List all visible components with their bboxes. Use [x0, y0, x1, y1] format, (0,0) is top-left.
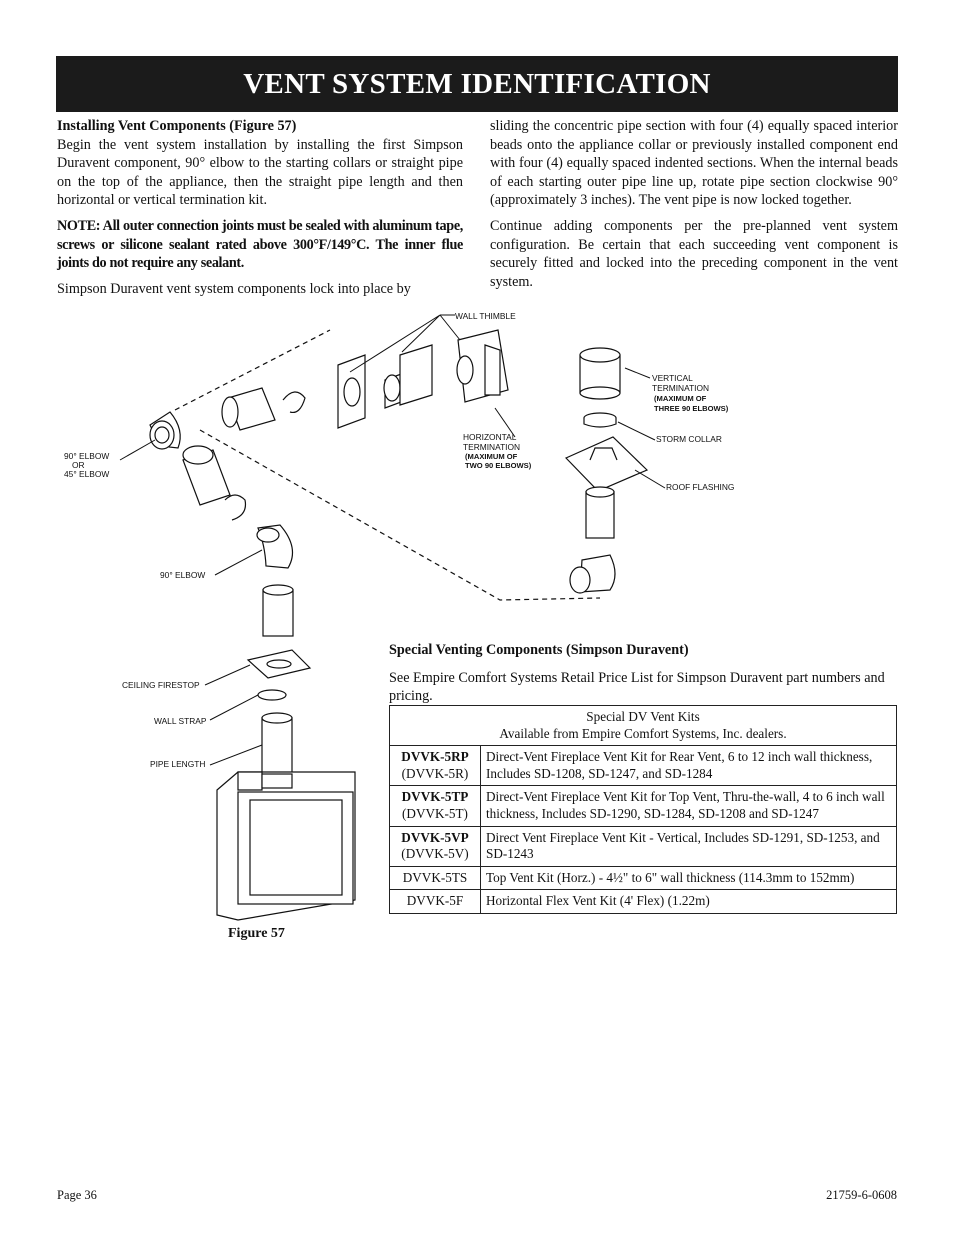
kit-description: Direct-Vent Fireplace Vent Kit for Top Vent, Thru-the-wall, 4 to 6 inch wall thickness, Includes SD-1290, SD-1284, SD-1208 and SD-1247 — [481, 786, 897, 826]
figure-caption: Figure 57 — [228, 926, 285, 941]
kit-description: Direct Vent Fireplace Vent Kit - Vertical, Includes SD-1291, SD-1253, and SD-1243 — [481, 826, 897, 866]
kit-description: Horizontal Flex Vent Kit (4' Flex) (1.22m) — [481, 890, 897, 914]
label-storm-collar: STORM COLLAR — [656, 434, 722, 444]
label-elbow-90-or-45: 45° ELBOW — [64, 469, 110, 479]
kit-code: DVVK-5TS — [390, 866, 481, 890]
page-title: VENT SYSTEM IDENTIFICATION — [243, 67, 711, 100]
label-wall-thimble: WALL THIMBLE — [455, 311, 516, 321]
label-elbow-90-or-45: OR — [72, 460, 85, 470]
paragraph: Simpson Duravent vent system components lock into place by — [57, 280, 411, 297]
label-horizontal-termination: TERMINATION — [463, 442, 521, 452]
page-number: Page 36 — [57, 1188, 97, 1202]
label-vertical-termination: VERTICAL — [652, 373, 693, 383]
label-horizontal-termination: TWO 90 ELBOWS) — [465, 461, 532, 470]
table-row — [390, 866, 897, 890]
table-header — [390, 706, 897, 746]
kit-alt-code: (DVVK-5T) — [402, 805, 468, 821]
section-heading: Installing Vent Components (Figure 57) — [57, 118, 297, 134]
table-row — [390, 746, 897, 786]
table-header-line: Special DV Vent Kits — [586, 709, 700, 724]
kit-description: Direct-Vent Fireplace Vent Kit for Rear Vent, 6 to 12 inch wall thickness, Includes SD-1208, SD-1247, and SD-1284 — [481, 746, 897, 786]
kit-code: DVVK-5RP — [401, 749, 469, 765]
label-ceiling-firestop: CEILING FIRESTOP — [122, 680, 200, 690]
paragraph: sliding the concentric pipe section with four (4) equally spaced interior beads onto the appliance collar or previously installed component end with four (4) equally spaced indented sections. When the internal beads of each starting outer pipe line up, rotate pipe section clockwise 90° (approximately 3 inches). The vent pipe is now locked together. — [490, 118, 898, 209]
sealant-note: NOTE: All outer connection joints must be sealed with aluminum tape, screws or silicone sealant rated above 300°F/149°C. The inner flue joints do not require any sealant. — [57, 217, 463, 272]
kit-description: Top Vent Kit (Horz.) - 4½" to 6" wall thickness (114.3mm to 152mm) — [481, 866, 897, 890]
table-header-row — [390, 706, 897, 746]
kit-code-cell — [390, 786, 481, 826]
kit-code: DVVK-5TP — [401, 789, 469, 805]
label-roof-flashing: ROOF FLASHING — [666, 482, 735, 492]
paragraph: See Empire Comfort Systems Retail Price List for Simpson Duravent part numbers and pricing. — [389, 669, 885, 705]
table-row — [390, 826, 897, 866]
label-elbow-90-or-45: 90° ELBOW — [64, 451, 110, 461]
table-row — [390, 890, 897, 914]
document-number: 21759-6-0608 — [826, 1188, 897, 1202]
label-elbow-90: 90° ELBOW — [160, 570, 206, 580]
label-vertical-termination: TERMINATION — [652, 383, 710, 393]
table-row — [390, 786, 897, 826]
paragraph: Continue adding components per the pre-planned vent system configuration. Be certain that each succeeding vent component is securely fitted and locked into the preceding component in the vent system. — [490, 217, 898, 290]
kit-alt-code: (DVVK-5V) — [401, 846, 469, 862]
kit-code: DVVK-5VP — [401, 829, 469, 845]
label-vertical-termination: (MAXIMUM OF — [654, 394, 707, 403]
label-vertical-termination: THREE 90 ELBOWS) — [654, 404, 729, 413]
kit-code: DVVK-5F — [390, 890, 481, 914]
label-pipe-length: PIPE LENGTH — [150, 759, 206, 769]
kit-code-cell — [390, 826, 481, 866]
kit-alt-code: (DVVK-5R) — [401, 765, 469, 781]
label-horizontal-termination: (MAXIMUM OF — [465, 452, 518, 461]
paragraph: Begin the vent system installation by installing the first Simpson Duravent component, 90° elbow to the starting collars or straight pipe on the top of the appliance, then the straight pipe length and then horizontal or vertical termination kit. — [57, 136, 463, 209]
table-header-line: Available from Empire Comfort Systems, Inc. dealers. — [499, 725, 787, 741]
special-venting-section — [389, 641, 897, 706]
kit-code-cell — [390, 746, 481, 786]
vent-kits-table — [389, 705, 897, 914]
label-wall-strap: WALL STRAP — [154, 716, 207, 726]
label-horizontal-termination: HORIZONTAL — [463, 432, 517, 442]
section-heading: Special Venting Components (Simpson Duravent) — [389, 642, 689, 658]
